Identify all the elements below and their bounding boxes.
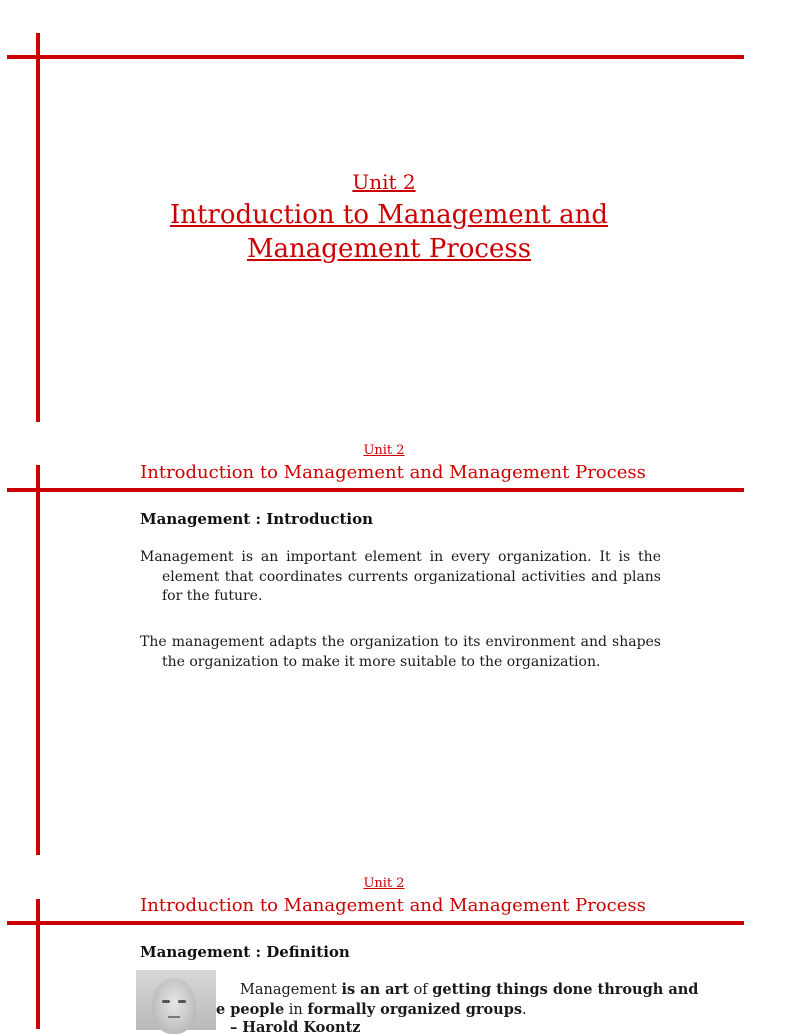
- slide2-paragraph-2: The management adapts the organization to its environment and shapes the organization to make it more suitable to the organization.: [140, 634, 661, 670]
- definition-line-2: [216, 1001, 527, 1018]
- definition-bold: formally organized groups: [307, 1001, 523, 1018]
- definition-word: of: [408, 982, 433, 998]
- slide2-vertical-rule: [36, 465, 40, 855]
- definition-bold: is an art: [341, 981, 409, 998]
- definition-bold: e people: [216, 1001, 285, 1018]
- definition-line-3: [230, 1019, 361, 1036]
- slide2-unit-label: Unit 2: [363, 443, 405, 458]
- portrait-photo-icon: [136, 970, 216, 1030]
- portrait-eye-right: [178, 1000, 186, 1003]
- slide1-unit-label: Unit 2: [352, 170, 416, 194]
- slide1-title: Introduction to Management and Management Process: [169, 200, 609, 264]
- slide2-title: Introduction to Management and Management Process: [140, 462, 646, 483]
- definition-attribution: – Harold Koontz: [230, 1019, 361, 1036]
- definition-word: .: [522, 1002, 527, 1018]
- slide1-horizontal-rule: [7, 55, 744, 59]
- definition-line-1: [240, 981, 698, 998]
- slide3-unit-label: Unit 2: [363, 876, 405, 891]
- definition-text: [216, 980, 699, 1036]
- slide2-heading: Management : Introduction: [140, 510, 374, 528]
- portrait-head: [152, 978, 196, 1034]
- slide3-title: Introduction to Management and Management Process: [140, 895, 646, 916]
- portrait-eye-left: [162, 1000, 170, 1003]
- definition-word: Management: [240, 982, 342, 998]
- slide3-heading: Management : Definition: [140, 943, 350, 961]
- slide3-horizontal-rule: [7, 921, 744, 925]
- slide1-vertical-rule: [36, 33, 40, 422]
- portrait-mouth: [168, 1016, 180, 1018]
- slide2-paragraph-1: Management is an important element in every organization. It is the element that coordinates currents organizational activities and plans for the future.: [140, 549, 661, 604]
- definition-word: in: [284, 1002, 308, 1018]
- slide2-horizontal-rule: [7, 488, 744, 492]
- slide3-vertical-rule: [36, 899, 40, 1029]
- definition-bold: getting things done through and: [432, 981, 699, 998]
